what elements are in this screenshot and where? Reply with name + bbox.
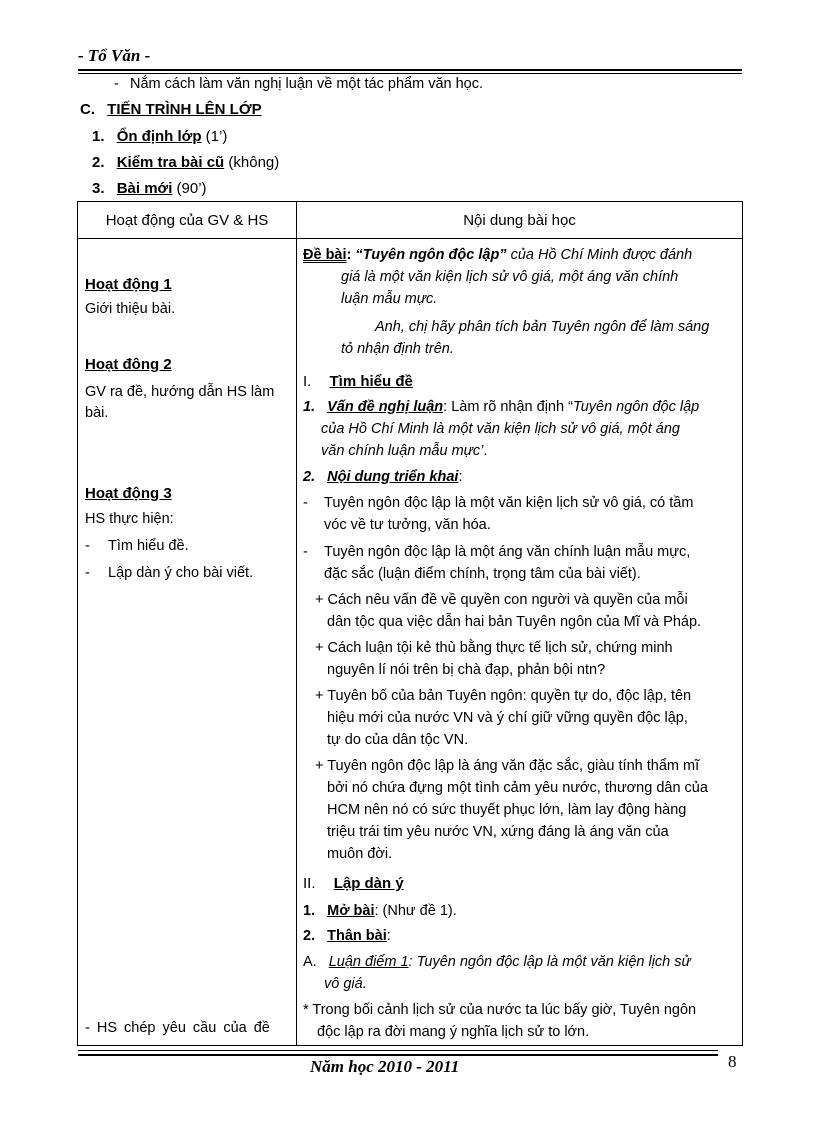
debai-line-4: Anh, chị hãy phân tích bản Tuyên ngôn để làm sáng [375,319,710,335]
activity-3-item: - [85,538,90,554]
step-3-num: 3. [92,180,105,197]
step-1 [92,128,227,145]
s2-1: 1. Mở bài: (Như đề 1). [303,903,457,919]
d2-line-2: đặc sắc (luận điểm chính, trọng tâm của bài viết). [324,566,641,582]
activity-3-title: Hoạt động 3 [85,485,172,502]
sec2-heading: II. Lập dàn ý [303,875,404,892]
col-header-content: Nội dung bài học [297,202,743,239]
activity-bottom-text: - HS chép yêu cầu của đề [85,1020,270,1036]
a-label: Luận điểm 1 [328,954,409,970]
activity-1-text: Giới thiệu bài. [85,301,176,317]
p1-line-1: + Cách nêu vấn đề về quyền con người và quyền của mỗi [315,592,688,608]
header-rule-thin [78,73,742,74]
footer-rule-thin [78,1050,718,1051]
p1-line-2: dân tộc qua việc dẫn hai bản Tuyên ngôn của Mĩ và Pháp. [327,614,702,630]
p3-line-2: hiệu mới của nước VN và ý chí giữ vững quyền độc lập, [327,710,688,726]
activity-3-item-2: Lập dàn ý cho bài viết. [108,565,254,581]
step-2-label: Kiểm tra bài cũ [116,154,225,171]
s2-1-label: Mở bài [327,903,375,919]
document-header-title: - Tổ Văn - [78,46,151,65]
sec1-title: Tìm hiểu đề [329,373,413,390]
activity-3-item: - [85,565,90,581]
debai-label: Đề bài [303,247,347,263]
section-c-heading [80,101,262,118]
s1-1-label: Vấn đề nghị luận [327,399,444,415]
step-1-num: 1. [92,128,105,145]
dash-bullet: - [303,495,308,511]
activity-2-text-2: bài. [85,405,109,421]
step-2 [92,154,279,171]
step-1-detail: (1’) [201,128,228,145]
s1-2-label: Nội dung triển khai [327,469,459,485]
step-3 [92,180,207,197]
section-c-title: TIẾN TRÌNH LÊN LỚP [107,101,262,118]
intro-bullet: - [114,76,119,92]
p4-line-3: HCM nên nó có sức thuyết phục lớn, làm lay động hàng [327,802,687,818]
star-line-1: * Trong bối cảnh lịch sử của nước ta lúc bấy giờ, Tuyên ngôn [303,1002,697,1018]
p2-line-1: + Cách luận tội kẻ thù bằng thực tế lịch sử, chứng minh [315,640,673,656]
activity-3-text: HS thực hiện: [85,511,174,527]
footer-school-year: Năm học 2010 - 2011 [310,1057,460,1076]
star-line-2: độc lập ra đời mang ý nghĩa lịch sử to lớn. [317,1024,590,1040]
content-cell [297,239,743,1046]
p3-line-1: + Tuyên bố của bản Tuyên ngôn: quyền tự do, độc lập, tên [315,688,692,704]
p4-line-5: muôn đời. [327,846,393,862]
debai-line-1: Đề bài: “Tuyên ngôn độc lập” của Hồ Chí Minh được đánh [303,247,693,263]
p3-line-3: tự do của dân tộc VN. [327,732,469,748]
sec2-title: Lập dàn ý [333,875,404,892]
s1-1-line-3: văn chính luận mẫu mực’. [321,443,488,459]
activity-1-title: Hoạt động 1 [85,276,172,293]
debai-line-3: luận mẫu mực. [341,291,438,307]
p4-line-4: triệu trái tim yêu nước VN, xứng đáng là áng văn của [327,824,669,840]
col-header-activities: Hoạt động của GV & HS [78,202,297,239]
s1-1-line-1: 1. Vấn đề nghị luận: Làm rõ nhận định “Tuyên ngôn độc lập [303,399,700,415]
dash-bullet: - [303,544,308,560]
s1-2-heading: 2. Nội dung triển khai: [303,469,463,485]
d2-line-1: Tuyên ngôn độc lập là một áng văn chính luận mẫu mực, [324,544,691,560]
p2-line-2: nguyên lí nói trên bị chà đạp, phản bội ntn? [327,662,606,678]
sec1-heading: I. Tìm hiểu đề [303,373,413,390]
p4-line-2: bởi nó chứa đựng một tình cảm yêu nước, thương dân của [327,780,708,796]
debai-line-2: giá là một văn kiện lịch sử vô giá, một áng văn chính [341,269,679,285]
activity-2-text-1: GV ra đề, hướng dẫn HS làm [85,384,275,400]
d1-line-1: Tuyên ngôn độc lập là một văn kiện lịch sử vô giá, có tầm [324,495,694,511]
footer-rule-thick [78,1054,718,1056]
page-number: 8 [728,1052,737,1071]
s1-1-line-2: của Hồ Chí Minh là một văn kiện lịch sử vô giá, một áng [321,421,680,437]
p4-line-1: + Tuyên ngôn độc lập là áng văn đặc sắc, giàu tính thẩm mĩ [315,758,700,774]
d1-line-2: vóc về tư tưởng, văn hóa. [324,517,491,533]
intro-text: Nắm cách làm văn nghị luận về một tác phẩm văn học. [130,76,484,92]
debai-line-5: tỏ nhận định trên. [341,341,454,357]
step-3-label: Bài mới [116,180,173,197]
step-2-detail: (không) [224,154,280,171]
a-line-1: A. Luận điểm 1: Tuyên ngôn độc lập là một văn kiện lịch sử [303,954,691,970]
a-line-2: vô giá. [324,976,367,992]
s2-2-label: Thân bài [327,928,387,944]
s2-2: 2. Thân bài: [303,928,391,944]
activities-cell [78,239,297,1046]
header-rule-thick [78,69,742,71]
activity-3-item-1: Tìm hiểu đề. [108,538,189,554]
activity-2-title: Hoạt đông 2 [85,356,172,373]
step-1-label: Ổn định lớp [116,128,202,145]
debai-quote: “Tuyên ngôn độc lập” [355,247,507,263]
step-2-num: 2. [92,154,105,171]
lesson-table [77,201,743,1046]
step-3-detail: (90’) [172,180,207,197]
section-c-label: C. [80,101,95,118]
